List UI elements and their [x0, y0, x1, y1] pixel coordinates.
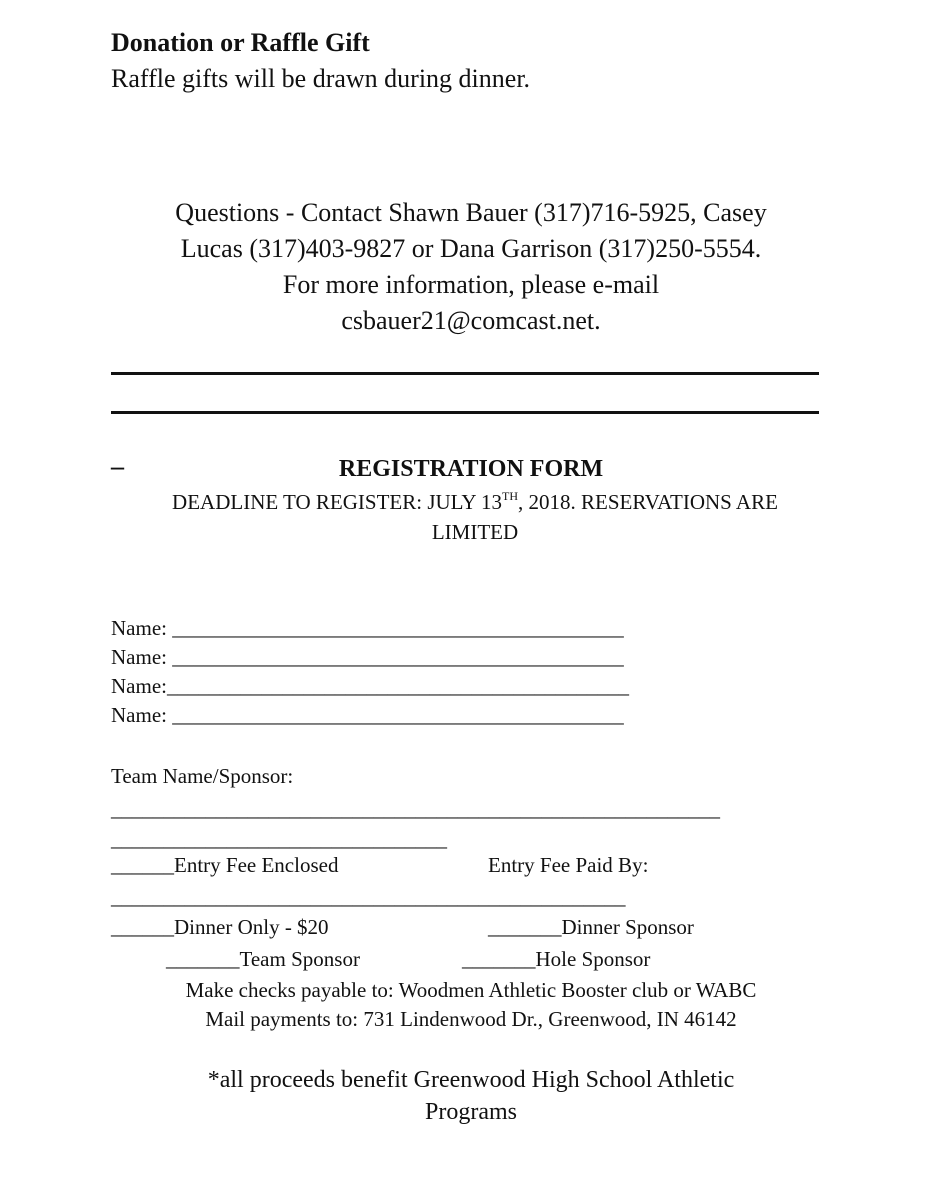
- divider-line-2: [111, 411, 819, 414]
- name-field-1[interactable]: Name: ___________________________________________: [111, 616, 624, 640]
- donation-heading: Donation or Raffle Gift: [111, 28, 370, 57]
- registration-form-title: REGISTRATION FORM: [338, 456, 604, 482]
- name-field-4[interactable]: Name: ___________________________________________: [111, 703, 624, 727]
- deadline-limited: LIMITED: [431, 520, 519, 544]
- team-name-line-2[interactable]: ________________________________: [111, 827, 447, 851]
- mail-payments-note: Mail payments to: 731 Lindenwood Dr., Greenwood, IN 46142: [205, 1007, 737, 1031]
- deadline-line: [60, 489, 890, 515]
- contact-line-1: Questions - Contact Shawn Bauer (317)716-5925, Casey: [175, 198, 767, 227]
- contact-email: csbauer21@comcast.net.: [341, 306, 601, 335]
- deadline-prefix: DEADLINE TO REGISTER: JULY 13: [172, 490, 503, 514]
- paid-by-line[interactable]: _________________________________________________: [111, 885, 626, 909]
- contact-line-3: For more information, please e-mail: [282, 270, 660, 299]
- hole-sponsor-option[interactable]: _______Hole Sponsor: [462, 947, 651, 971]
- dinner-only-option[interactable]: ______Dinner Only - $20: [111, 915, 329, 939]
- checks-payable-note: Make checks payable to: Woodmen Athletic Booster club or WABC: [185, 978, 757, 1002]
- divider-dash: _: [111, 443, 124, 472]
- proceeds-note-line-2: Programs: [425, 1099, 517, 1125]
- team-sponsor-option[interactable]: _______Team Sponsor: [166, 947, 360, 971]
- deadline-suffix: , 2018. RESERVATIONS ARE: [518, 490, 778, 514]
- dinner-sponsor-option[interactable]: _______Dinner Sponsor: [488, 915, 694, 939]
- entry-fee-paid-by-label: Entry Fee Paid By:: [488, 853, 649, 877]
- team-name-line-1[interactable]: __________________________________________________________: [111, 797, 720, 821]
- deadline-superscript: TH: [502, 489, 519, 503]
- proceeds-note-line-1: *all proceeds benefit Greenwood High School Athletic: [207, 1067, 735, 1093]
- raffle-note: Raffle gifts will be drawn during dinner.: [111, 64, 531, 93]
- name-field-3[interactable]: Name:____________________________________________: [111, 674, 629, 698]
- divider-line-1: [111, 372, 819, 375]
- team-name-label: Team Name/Sponsor:: [111, 764, 294, 788]
- contact-line-2: Lucas (317)403-9827 or Dana Garrison (317)250-5554.: [180, 234, 762, 263]
- entry-fee-enclosed[interactable]: ______Entry Fee Enclosed: [111, 853, 339, 877]
- name-field-2[interactable]: Name: ___________________________________________: [111, 645, 624, 669]
